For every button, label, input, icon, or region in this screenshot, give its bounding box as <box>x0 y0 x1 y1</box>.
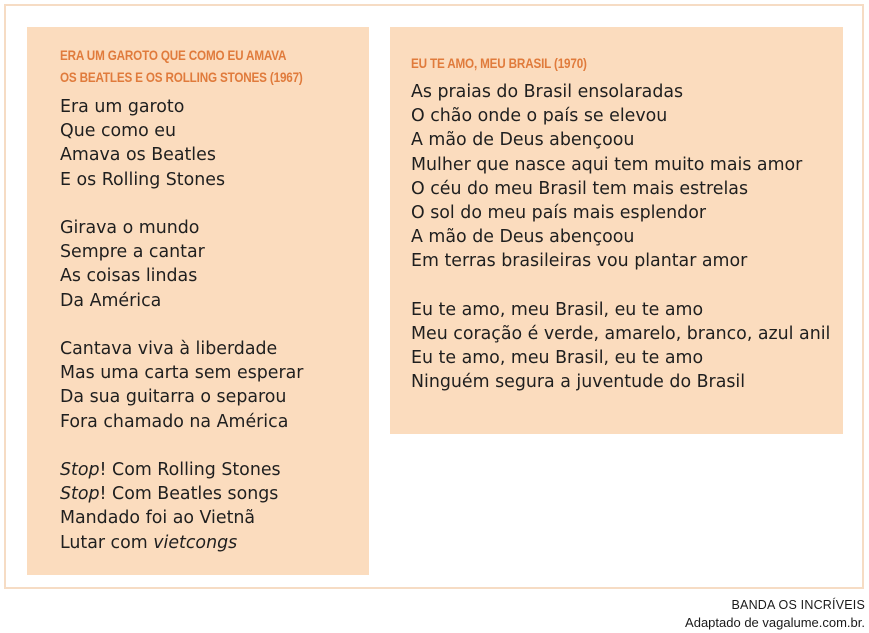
lyric-text: Era um garoto <box>60 97 185 117</box>
lyric-text: Meu coração é verde, amarelo, branco, azul anil <box>411 324 831 345</box>
lyric-line <box>411 153 843 177</box>
lyric-line <box>60 216 369 240</box>
lyric-line <box>411 322 843 346</box>
lyric-text: Girava o mundo <box>60 218 200 238</box>
lyric-line <box>60 119 369 143</box>
lyric-line <box>60 506 369 530</box>
lyric-text: As coisas lindas <box>60 266 198 287</box>
song-title-right <box>411 53 783 75</box>
lyric-line <box>411 346 843 370</box>
lyric-line <box>60 531 369 555</box>
lyric-line <box>60 385 369 409</box>
source-credits <box>685 597 865 631</box>
lyric-text: ! Com Beatles songs <box>99 484 279 505</box>
lyric-line <box>60 168 369 192</box>
lyric-text: Amava os Beatles <box>60 145 216 166</box>
lyric-text: Eu te amo, meu Brasil, eu te amo <box>411 299 704 320</box>
lyric-line <box>60 458 369 482</box>
lyric-line <box>411 80 843 104</box>
lyric-line <box>60 95 369 119</box>
lyric-text: Que como eu <box>60 121 176 142</box>
lyric-text: A mão de Deus abençoou <box>411 227 635 248</box>
lyric-line <box>411 225 843 249</box>
lyric-text: ! Com Rolling Stones <box>99 460 281 480</box>
lyric-text: Lutar com <box>60 532 154 553</box>
lyric-text: O sol do meu país mais esplendor <box>411 203 706 224</box>
lyric-text: Da América <box>60 290 162 311</box>
lyric-line <box>411 177 843 201</box>
song-title-line: EU TE AMO, MEU BRASIL (1970) <box>411 56 587 71</box>
lyric-line <box>411 104 843 128</box>
lyric-line <box>60 289 369 313</box>
lyric-text: Mas uma carta sem esperar <box>60 363 304 384</box>
lyrics-right <box>411 80 843 395</box>
lyric-text: Da sua guitarra o separou <box>60 387 287 408</box>
lyric-text: Mulher que nasce aqui tem muito mais amor <box>411 154 803 175</box>
stanza <box>411 298 843 395</box>
lyric-text: A mão de Deus abençoou <box>411 130 635 151</box>
lyric-line <box>411 249 843 273</box>
stanza <box>411 80 843 274</box>
lyric-line <box>60 482 369 506</box>
lyric-text: Sempre a cantar <box>60 242 205 263</box>
lyric-line <box>411 298 843 322</box>
lyric-text: O céu do meu Brasil tem mais estrelas <box>411 178 749 199</box>
song-title-left <box>60 45 326 89</box>
lyric-text: Mandado foi ao Vietnã <box>60 508 256 529</box>
song-title-line: ERA UM GAROTO QUE COMO EU AMAVA <box>60 48 287 63</box>
lyric-text: As praias do Brasil ensolaradas <box>411 82 684 102</box>
lyric-line <box>60 240 369 264</box>
lyric-line <box>60 143 369 167</box>
lyric-text: O chão onde o país se elevou <box>411 106 668 127</box>
lyric-text: Fora chamado na América <box>60 411 289 432</box>
lyric-line <box>60 337 369 361</box>
lyric-text: Cantava viva à liberdade <box>60 339 278 359</box>
lyric-text: Em terras brasileiras vou plantar amor <box>411 251 748 272</box>
lyrics-panel-right <box>390 27 843 434</box>
lyric-italic-text: Stop <box>60 460 100 480</box>
song-title-line: OS BEATLES E OS ROLLING STONES (1967) <box>60 70 303 85</box>
lyric-text: Ninguém segura a juventude do Brasil <box>411 372 746 393</box>
band-name: BANDA OS INCRÍVEIS <box>731 598 865 612</box>
lyric-line <box>411 128 843 152</box>
lyric-line <box>60 410 369 434</box>
lyric-text: Eu te amo, meu Brasil, eu te amo <box>411 348 704 369</box>
lyric-italic-text: vietcongs <box>153 532 238 553</box>
lyric-line <box>60 361 369 385</box>
lyrics-panel-left <box>27 27 369 575</box>
lyrics-left <box>60 95 369 555</box>
lyric-text: E os Rolling Stones <box>60 169 226 190</box>
stanza <box>60 216 369 313</box>
lyric-line <box>411 370 843 394</box>
stanza <box>60 458 369 555</box>
lyric-italic-text: Stop <box>60 484 100 505</box>
lyric-line <box>60 264 369 288</box>
stanza <box>60 95 369 192</box>
source-note: Adaptado de vagalume.com.br. <box>685 615 865 630</box>
stanza <box>60 337 369 434</box>
lyric-line <box>411 201 843 225</box>
